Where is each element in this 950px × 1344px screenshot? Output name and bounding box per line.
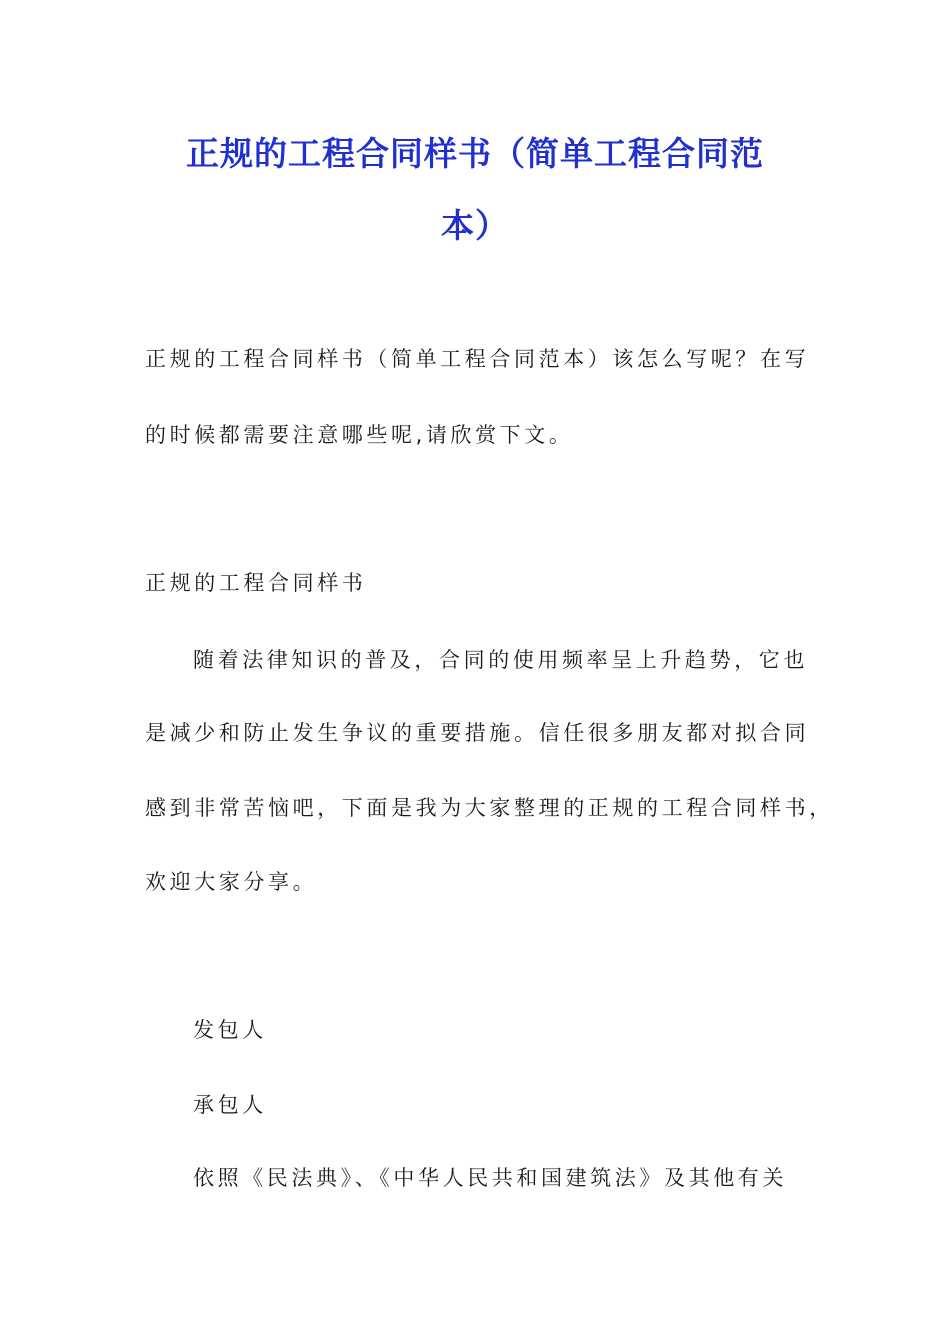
party-employer: 发包人 xyxy=(193,1018,267,1042)
section-heading: 正规的工程合同样书 xyxy=(145,571,367,595)
body-line-1: 随着法律知识的普及，合同的使用频率呈上升趋势，它也 xyxy=(193,648,808,672)
body-line-3: 感到非常苦恼吧，下面是我为大家整理的正规的工程合同样书， xyxy=(145,796,834,820)
body-line-2: 是减少和防止发生争议的重要措施。信任很多朋友都对拟合同 xyxy=(145,721,810,745)
legal-basis-line: 依照《民法典》、《中华人民共和国建筑法》及其他有关 xyxy=(193,1166,787,1190)
party-contractor: 承包人 xyxy=(193,1093,267,1117)
intro-line-2: 的时候都需要注意哪些呢,请欣赏下文。 xyxy=(145,423,574,447)
body-line-4: 欢迎大家分享。 xyxy=(145,870,318,894)
document-title-line-2: 本） xyxy=(441,206,509,245)
document-title-line-1: 正规的工程合同样书（简单工程合同范 xyxy=(186,134,764,173)
intro-line-1: 正规的工程合同样书（简单工程合同范本）该怎么写呢？在写 xyxy=(145,347,810,371)
